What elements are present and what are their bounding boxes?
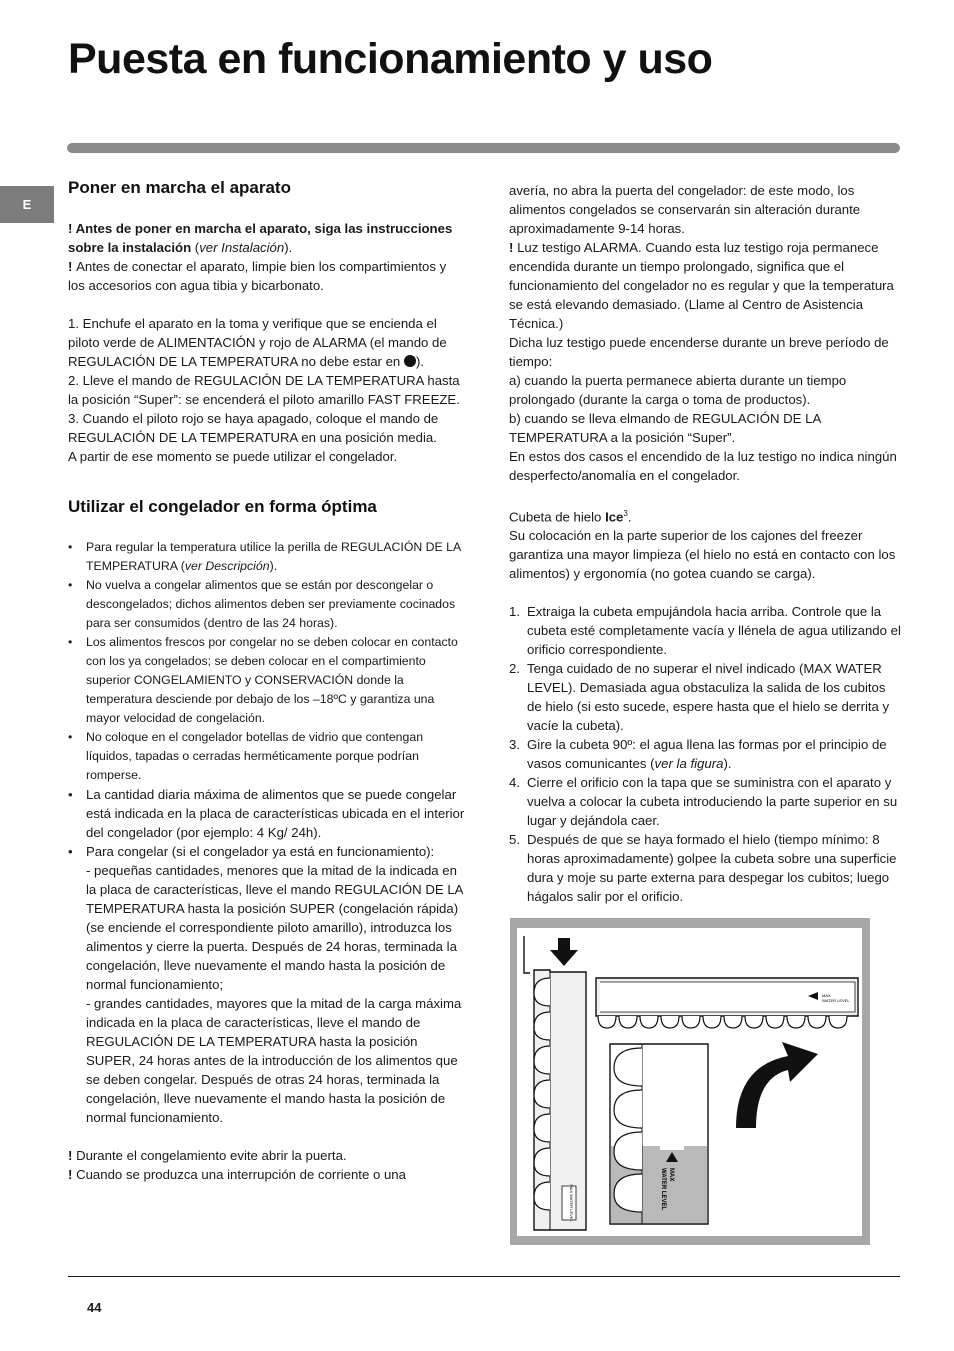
section-heading-use: Utilizar el congelador en forma óptima <box>68 497 377 516</box>
ice-step: 4. Cierre el orificio con la tapa que se suministra con el aparato y vuelva a colocar la cubeta introduciendo la parte superior en su lugar y dejándola caer. <box>509 775 898 829</box>
note-power: ! Cuando se produzca una interrupción de corriente o una <box>68 1167 406 1182</box>
paragraph-alarm: ! Luz testigo ALARMA. Cuando esta luz testigo roja permanece encendida durante un tiempo prolongado, significa que el funcionamiento del congelador no es regular y que la temperatura se está elevando demasiado. (Llame al Centro de Asistencia Técnica.) <box>509 240 894 331</box>
left-column <box>68 176 466 1184</box>
max-label-tray: MAX <box>822 993 831 998</box>
paragraph: a) cuando la puerta permanece abierta durante un tiempo prolongado (durante la carga o toma de productos). <box>509 373 847 407</box>
title-rule <box>67 143 900 153</box>
list-item: • Para congelar (si el congelador ya está en funcionamiento): - pequeñas cantidades, menores que la mitad de la indicada en la placa de características, lleve el mando REGULACIÓN DE LA TEMPERATURA hasta la posición SUPER (congelación rápida) (se enciende el correspondiente piloto amarillo), introduzca los alimentos y cierre la puerta. Después de 24 horas, terminada la congelación, lleve nuevamente el mando hasta la posición de normal funcionamiento; - grandes cantidades, mayores que la mitad de la carga máxima indicada en la placa de características, lleve el mando de REGULACIÓN DE LA TEMPERATURA hasta la posición SUPER, 24 horas antes de la introducción de los alimentos que se deben congelar. Después de otras 24 horas, terminada la congelación, lleve nuevamente el mando hasta la posición de normal funcionamiento. <box>68 842 466 1127</box>
note-freezing: ! Durante el congelamiento evite abrir la puerta. <box>68 1148 347 1163</box>
language-tab: E <box>0 186 54 223</box>
page-title: Puesta en funcionamiento y uso <box>68 35 713 83</box>
footer-rule <box>68 1276 900 1277</box>
step-1: 1. Enchufe el aparato en la toma y verifique que se encienda el piloto verde de ALIMENTACIÓN y rojo de ALARMA (el mando de REGULACIÓN DE LA TEMPERATURA no debe estar en ). <box>68 316 447 369</box>
ice-tray-illustration <box>510 918 870 1245</box>
step-3: 3. Cuando el piloto rojo se haya apagado, coloque el mando de REGULACIÓN DE LA TEMPERATURA en una posición media. <box>68 411 439 445</box>
list-item: • Los alimentos frescos por congelar no se deben colocar en contacto con los ya congelados; se deben colocar en el compartimiento superior CONGELAMIENTO y CONSERVACIÓN donde la temperatura desciende por debajo de los –18ºC y garantiza una mayor velocidad de congelación. <box>68 633 466 728</box>
water-level-label-vertical: WATER LEVEL <box>660 1168 666 1211</box>
section-heading-start: Poner en marcha el aparato <box>68 178 291 197</box>
ice-step: 1. Extraiga la cubeta empujándola hacia arriba. Controle que la cubeta esté completamente vacía y llénela de agua utilizando el orificio correspondiente. <box>509 604 901 658</box>
max-water-level-small-label: MAX WATER LEVEL <box>569 1184 574 1222</box>
list-item: • No coloque en el congelador botellas de vidrio que contengan líquidos, tapadas o cerradas herméticamente porque podrían romperse. <box>68 728 466 785</box>
paragraph: Su colocación en la parte superior de los cajones del freezer garantiza una mayor limpieza (el hielo no está en contacto con los alimentos) y ergonomía (no gotea cuando se carga). <box>509 528 896 582</box>
warning-install: ! Antes de poner en marcha el aparato, siga las instrucciones sobre la instalación (ver Instalación). <box>68 221 453 255</box>
page-number: 44 <box>87 1300 102 1315</box>
paragraph: avería, no abra la puerta del congelador: de este modo, los alimentos congelados se conservarán sin alteración durante aproximadamente 9-14 horas. <box>509 183 861 236</box>
list-item: • La cantidad diaria máxima de alimentos que se puede congelar está indicada en la placa de características ubicada en el interior del congelador (por ejemplo: 4 Kg/ 24h). <box>68 785 466 842</box>
list-item: • Para regular la temperatura utilice la perilla de REGULACIÓN DE LA TEMPERATURA (ver Descripción). <box>68 538 466 576</box>
ice-step: 5. Después de que se haya formado el hielo (tiempo mínimo: 8 horas aproximadamente) golpee la cubeta sobre una superficie dura y moje su parte externa para despegar los cubitos; luego hágalos salir por el orificio. <box>509 832 897 905</box>
step-3b: A partir de ese momento se puede utilizar el congelador. <box>68 449 398 464</box>
dot-icon <box>404 355 416 367</box>
ice-step: 2. Tenga cuidado de no superar el nivel indicado (MAX WATER LEVEL). Demasiada agua obstaculiza la salida de los cubitos de hielo (si esto sucede, espere hasta que el hielo se derrita y vacíe la cubeta). <box>509 661 890 734</box>
ice-tray-title: Cubeta de hielo Ice$^3$. <box>509 509 632 525</box>
right-column <box>509 181 901 906</box>
max-label-vertical: MAX <box>668 1168 674 1182</box>
warning-clean: ! Antes de conectar el aparato, limpie bien los compartimientos y los accesorios con agua tibia y bicarbonato. <box>68 259 447 293</box>
ice-tray-figure <box>510 918 870 1245</box>
list-item: • No vuelva a congelar alimentos que se están por descongelar o descongelados; dichos alimentos deben ser previamente cocinados para ser consumidos (dentro de las 24 horas). <box>68 576 466 633</box>
paragraph: b) cuando se lleva elmando de REGULACIÓN DE LA TEMPERATURA a la posición “Super”. <box>509 411 821 445</box>
ice-step: 3. Gire la cubeta 90º: el agua llena las formas por el principio de vasos comunicantes (ver la figura). <box>509 737 887 772</box>
water-level-label-tray: WATER LEVEL <box>822 998 850 1003</box>
paragraph: Dicha luz testigo puede encenderse durante un breve período de tiempo: <box>509 335 889 369</box>
step-2: 2. Lleve el mando de REGULACIÓN DE LA TEMPERATURA hasta la posición “Super”: se encenderá el piloto amarillo FAST FREEZE. <box>68 373 460 407</box>
paragraph: En estos dos casos el encendido de la luz testigo no indica ningún desperfecto/anomalía en el congelador. <box>509 449 897 483</box>
